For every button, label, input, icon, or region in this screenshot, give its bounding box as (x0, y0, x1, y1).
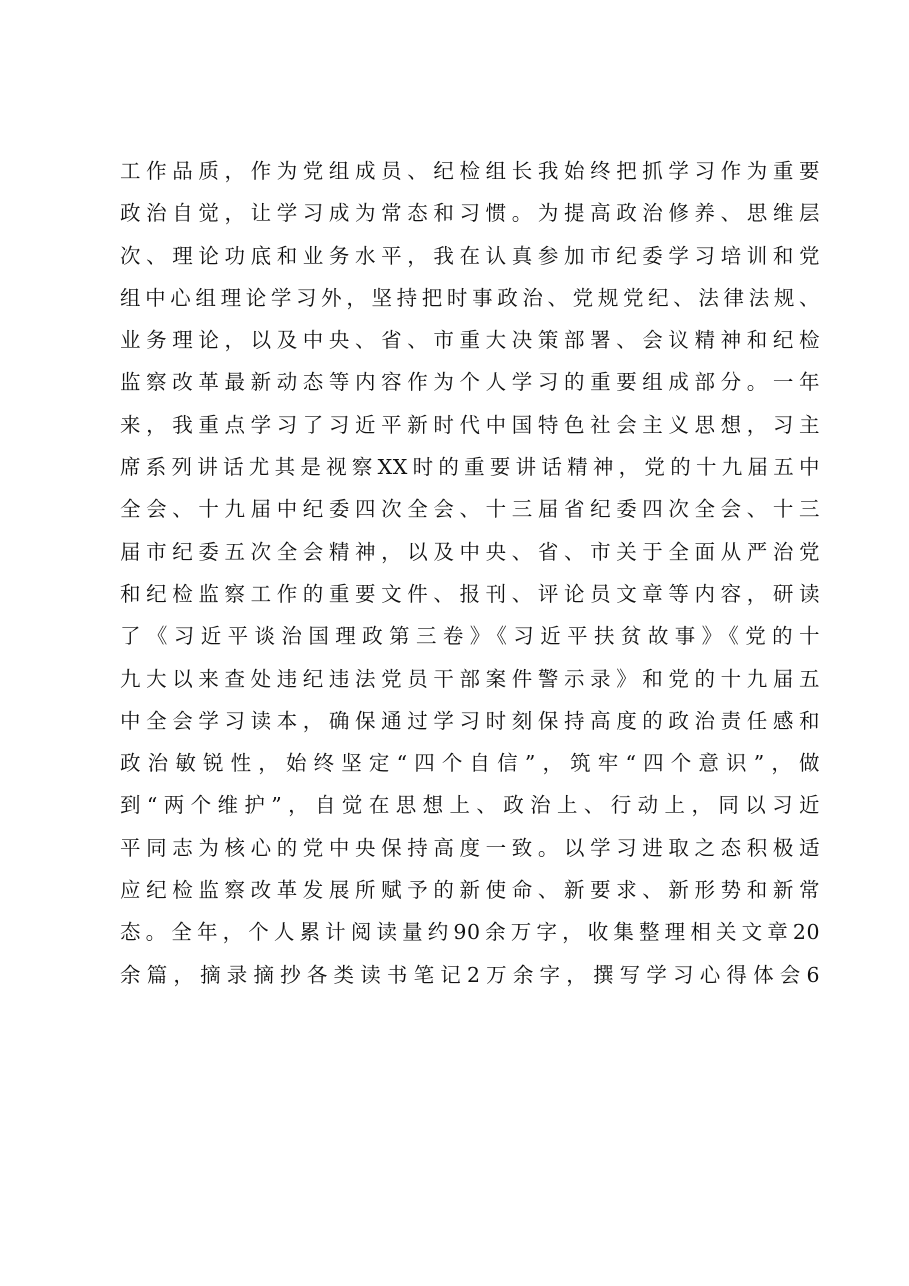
body-paragraph (120, 150, 820, 996)
text-line: 席系列讲话尤其是视察XX时的重要讲话精神，党的十九届五中 (120, 455, 820, 480)
text-line: 政治敏锐性，始终坚定“四个自信”，筑牢“四个意识”，做 (120, 751, 820, 776)
text-line: 九大以来查处违纪违法党员干部案件警示录》和党的十九届五 (120, 666, 820, 691)
text-line: 届市纪委五次全会精神，以及中央、省、市关于全面从严治党 (120, 539, 820, 564)
text-line: 业务理论，以及中央、省、市重大决策部署、会议精神和纪检 (120, 328, 820, 353)
text-line: 中全会学习读本，确保通过学习时刻保持高度的政治责任感和 (120, 708, 820, 733)
text-line: 了《习近平谈治国理政第三卷》《习近平扶贫故事》《党的十 (120, 624, 820, 649)
text-line: 次、理论功底和业务水平，我在认真参加市纪委学习培训和党 (120, 243, 820, 268)
text-line: 政治自觉，让学习成为常态和习惯。为提高政治修养、思维层 (120, 201, 820, 226)
text-line: 应纪检监察改革发展所赋予的新使命、新要求、新形势和新常 (120, 878, 820, 903)
text-line: 到“两个维护”，自觉在思想上、政治上、行动上，同以习近 (120, 793, 820, 818)
text-line: 监察改革最新动态等内容作为个人学习的重要组成部分。一年 (120, 370, 820, 395)
text-line: 和纪检监察工作的重要文件、报刊、评论员文章等内容，研读 (120, 581, 820, 606)
text-line: 工作品质，作为党组成员、纪检组长我始终把抓学习作为重要 (120, 159, 820, 183)
text-line: 态。全年，个人累计阅读量约90余万字，收集整理相关文章20 (120, 920, 820, 945)
text-line: 全会、十九届中纪委四次全会、十三届省纪委四次全会、十三 (120, 497, 820, 522)
text-line: 余篇，摘录摘抄各类读书笔记2万余字，撰写学习心得体会6 (120, 962, 820, 987)
text-line: 平同志为核心的党中央保持高度一致。以学习进取之态积极适 (120, 835, 820, 860)
text-line: 组中心组理论学习外，坚持把时事政治、党规党纪、法律法规、 (120, 285, 820, 310)
text-line: 来，我重点学习了习近平新时代中国特色社会主义思想，习主 (120, 412, 820, 437)
